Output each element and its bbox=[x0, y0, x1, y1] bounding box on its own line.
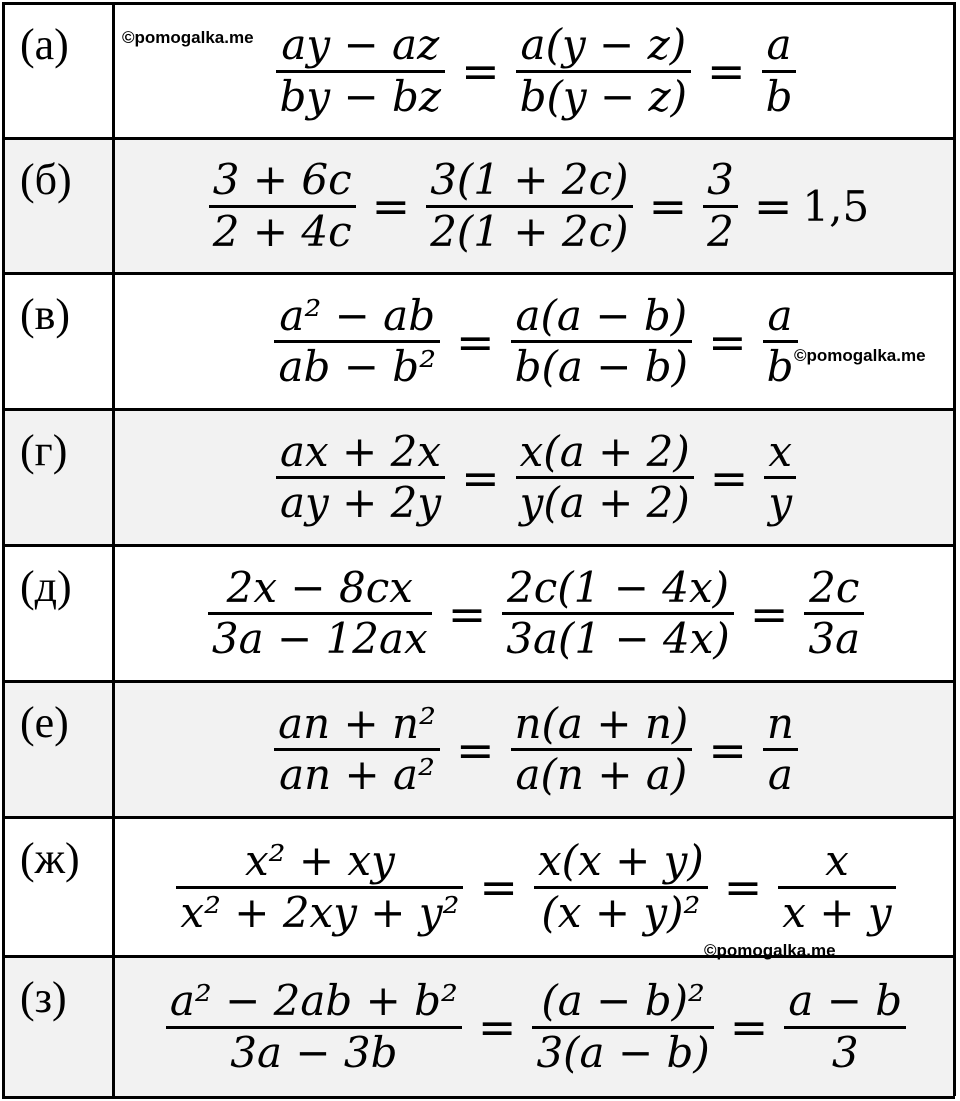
equals-sign: = bbox=[749, 586, 789, 641]
equals-sign: = bbox=[709, 450, 749, 505]
fraction bbox=[703, 156, 738, 256]
denominator: y(a + 2) bbox=[519, 478, 690, 527]
row-label: (з) bbox=[20, 973, 67, 1022]
fraction bbox=[534, 837, 708, 937]
numerator: x bbox=[768, 426, 793, 476]
equals-sign: = bbox=[729, 1000, 769, 1054]
table-border-middle bbox=[112, 2, 115, 1096]
table-row bbox=[2, 408, 955, 544]
table-row bbox=[2, 544, 955, 680]
result-value: 1,5 bbox=[802, 181, 870, 231]
row-label: (а) bbox=[20, 20, 69, 69]
fraction bbox=[274, 700, 440, 800]
table-border-left bbox=[2, 2, 5, 1096]
fraction bbox=[764, 428, 796, 528]
denominator: ay + 2y bbox=[279, 478, 442, 527]
table-row bbox=[2, 272, 955, 408]
equals-sign: = bbox=[723, 860, 763, 914]
equals-sign: = bbox=[371, 179, 411, 233]
numerator: x(x + y) bbox=[537, 836, 704, 886]
denominator: 3a bbox=[808, 614, 861, 663]
denominator: x² + 2xy + y² bbox=[180, 887, 460, 937]
numerator: a bbox=[766, 20, 792, 70]
numerator: 2c(1 − 4x) bbox=[507, 562, 730, 612]
fraction bbox=[511, 700, 693, 800]
fraction bbox=[763, 700, 798, 800]
numerator: a − b bbox=[788, 976, 903, 1026]
equals-sign: = bbox=[753, 179, 793, 233]
numerator: an + n² bbox=[278, 698, 436, 748]
numerator: a² − 2ab + b² bbox=[169, 976, 458, 1026]
equation-cell bbox=[117, 275, 955, 408]
numerator: a(a − b) bbox=[515, 290, 688, 340]
denominator: y bbox=[768, 478, 793, 527]
denominator: 3(a − b) bbox=[536, 1027, 710, 1077]
equation bbox=[268, 292, 803, 392]
denominator: b bbox=[765, 71, 793, 121]
equation-cell bbox=[117, 683, 955, 816]
denominator: 2(1 + 2c) bbox=[430, 206, 629, 256]
numerator: n(a + n) bbox=[514, 698, 689, 748]
denominator: a bbox=[767, 750, 793, 799]
numerator: x(a + 2) bbox=[519, 426, 690, 476]
equals-sign: = bbox=[708, 314, 747, 369]
numerator: a bbox=[767, 290, 793, 340]
row-label: (ж) bbox=[20, 834, 80, 883]
equation bbox=[202, 564, 870, 664]
numerator: 2c bbox=[809, 562, 860, 612]
numerator: a² − ab bbox=[279, 290, 436, 340]
equation bbox=[270, 428, 802, 528]
denominator: 3a − 12ax bbox=[211, 614, 428, 663]
equals-sign: = bbox=[456, 314, 495, 369]
denominator: 2 bbox=[707, 206, 734, 256]
fraction bbox=[208, 564, 432, 664]
denominator: 2 + 4c bbox=[212, 206, 352, 256]
table-row bbox=[2, 2, 955, 137]
equals-sign: = bbox=[461, 450, 500, 505]
numerator: 3 bbox=[707, 155, 734, 205]
watermark: ©pomogalka.me bbox=[122, 28, 254, 47]
fraction bbox=[511, 292, 692, 392]
equation-cell bbox=[117, 411, 955, 544]
numerator: 3 + 6c bbox=[212, 155, 352, 205]
equation bbox=[270, 21, 803, 121]
denominator: by − bz bbox=[279, 71, 442, 121]
row-label: (е) bbox=[20, 698, 69, 747]
equation-cell bbox=[117, 140, 955, 272]
fraction bbox=[516, 428, 694, 528]
fraction bbox=[176, 837, 463, 937]
numerator: (a − b)² bbox=[541, 976, 705, 1026]
row-label: (г) bbox=[20, 426, 68, 475]
denominator: 3a − 3b bbox=[230, 1027, 398, 1077]
equals-sign: = bbox=[707, 44, 746, 98]
numerator: x² + xy bbox=[244, 836, 395, 886]
fraction bbox=[763, 292, 798, 392]
table-row bbox=[2, 137, 955, 272]
numerator: x bbox=[825, 836, 849, 886]
watermark: ©pomogalka.me bbox=[794, 346, 926, 365]
denominator: x + y bbox=[782, 887, 892, 937]
denominator: b(y − z) bbox=[519, 71, 688, 121]
equals-sign: = bbox=[708, 722, 747, 777]
table-row bbox=[2, 955, 955, 1099]
numerator: a(y − z) bbox=[520, 20, 687, 70]
denominator: (x + y)² bbox=[541, 887, 701, 937]
fraction bbox=[502, 564, 734, 664]
fraction bbox=[166, 977, 462, 1077]
fraction bbox=[276, 21, 446, 121]
numerator: 2x − 8cx bbox=[226, 562, 413, 612]
equals-sign: = bbox=[447, 586, 487, 641]
fraction bbox=[784, 977, 906, 1077]
equation bbox=[160, 977, 912, 1077]
fraction bbox=[426, 156, 632, 256]
fraction bbox=[762, 21, 797, 121]
fraction bbox=[804, 564, 864, 664]
numerator: ax + 2x bbox=[279, 426, 442, 476]
denominator: an + a² bbox=[279, 750, 435, 799]
denominator: b(a − b) bbox=[514, 342, 689, 391]
denominator: b bbox=[766, 342, 794, 391]
equation bbox=[268, 700, 804, 800]
equation-cell bbox=[117, 547, 955, 680]
denominator: a(n + a) bbox=[515, 750, 688, 799]
equation bbox=[170, 837, 901, 937]
fraction bbox=[516, 21, 691, 121]
fraction bbox=[209, 156, 356, 256]
equals-sign: = bbox=[477, 1000, 517, 1054]
denominator: 3a(1 − 4x) bbox=[506, 614, 730, 663]
numerator: ay − az bbox=[281, 20, 440, 70]
equation bbox=[203, 156, 869, 256]
table-row bbox=[2, 680, 955, 816]
table-border-right bbox=[953, 2, 956, 1096]
row-label: (в) bbox=[20, 290, 71, 339]
equation-cell bbox=[117, 819, 955, 955]
equals-sign: = bbox=[479, 860, 518, 914]
equation-cell bbox=[117, 5, 955, 137]
table-row bbox=[2, 816, 955, 955]
fraction bbox=[274, 292, 440, 392]
denominator: 3 bbox=[831, 1027, 859, 1077]
fraction bbox=[532, 977, 713, 1077]
equation-cell bbox=[117, 958, 955, 1096]
fraction bbox=[276, 428, 445, 528]
equals-sign: = bbox=[461, 44, 500, 98]
denominator: ab − b² bbox=[278, 342, 437, 391]
fraction bbox=[778, 837, 895, 937]
watermark: ©pomogalka.me bbox=[704, 941, 836, 960]
numerator: 3(1 + 2c) bbox=[430, 155, 629, 205]
row-label: (д) bbox=[20, 562, 72, 611]
row-label: (б) bbox=[20, 155, 72, 204]
equals-sign: = bbox=[455, 722, 495, 777]
numerator: n bbox=[766, 698, 794, 748]
equals-sign: = bbox=[648, 179, 688, 233]
